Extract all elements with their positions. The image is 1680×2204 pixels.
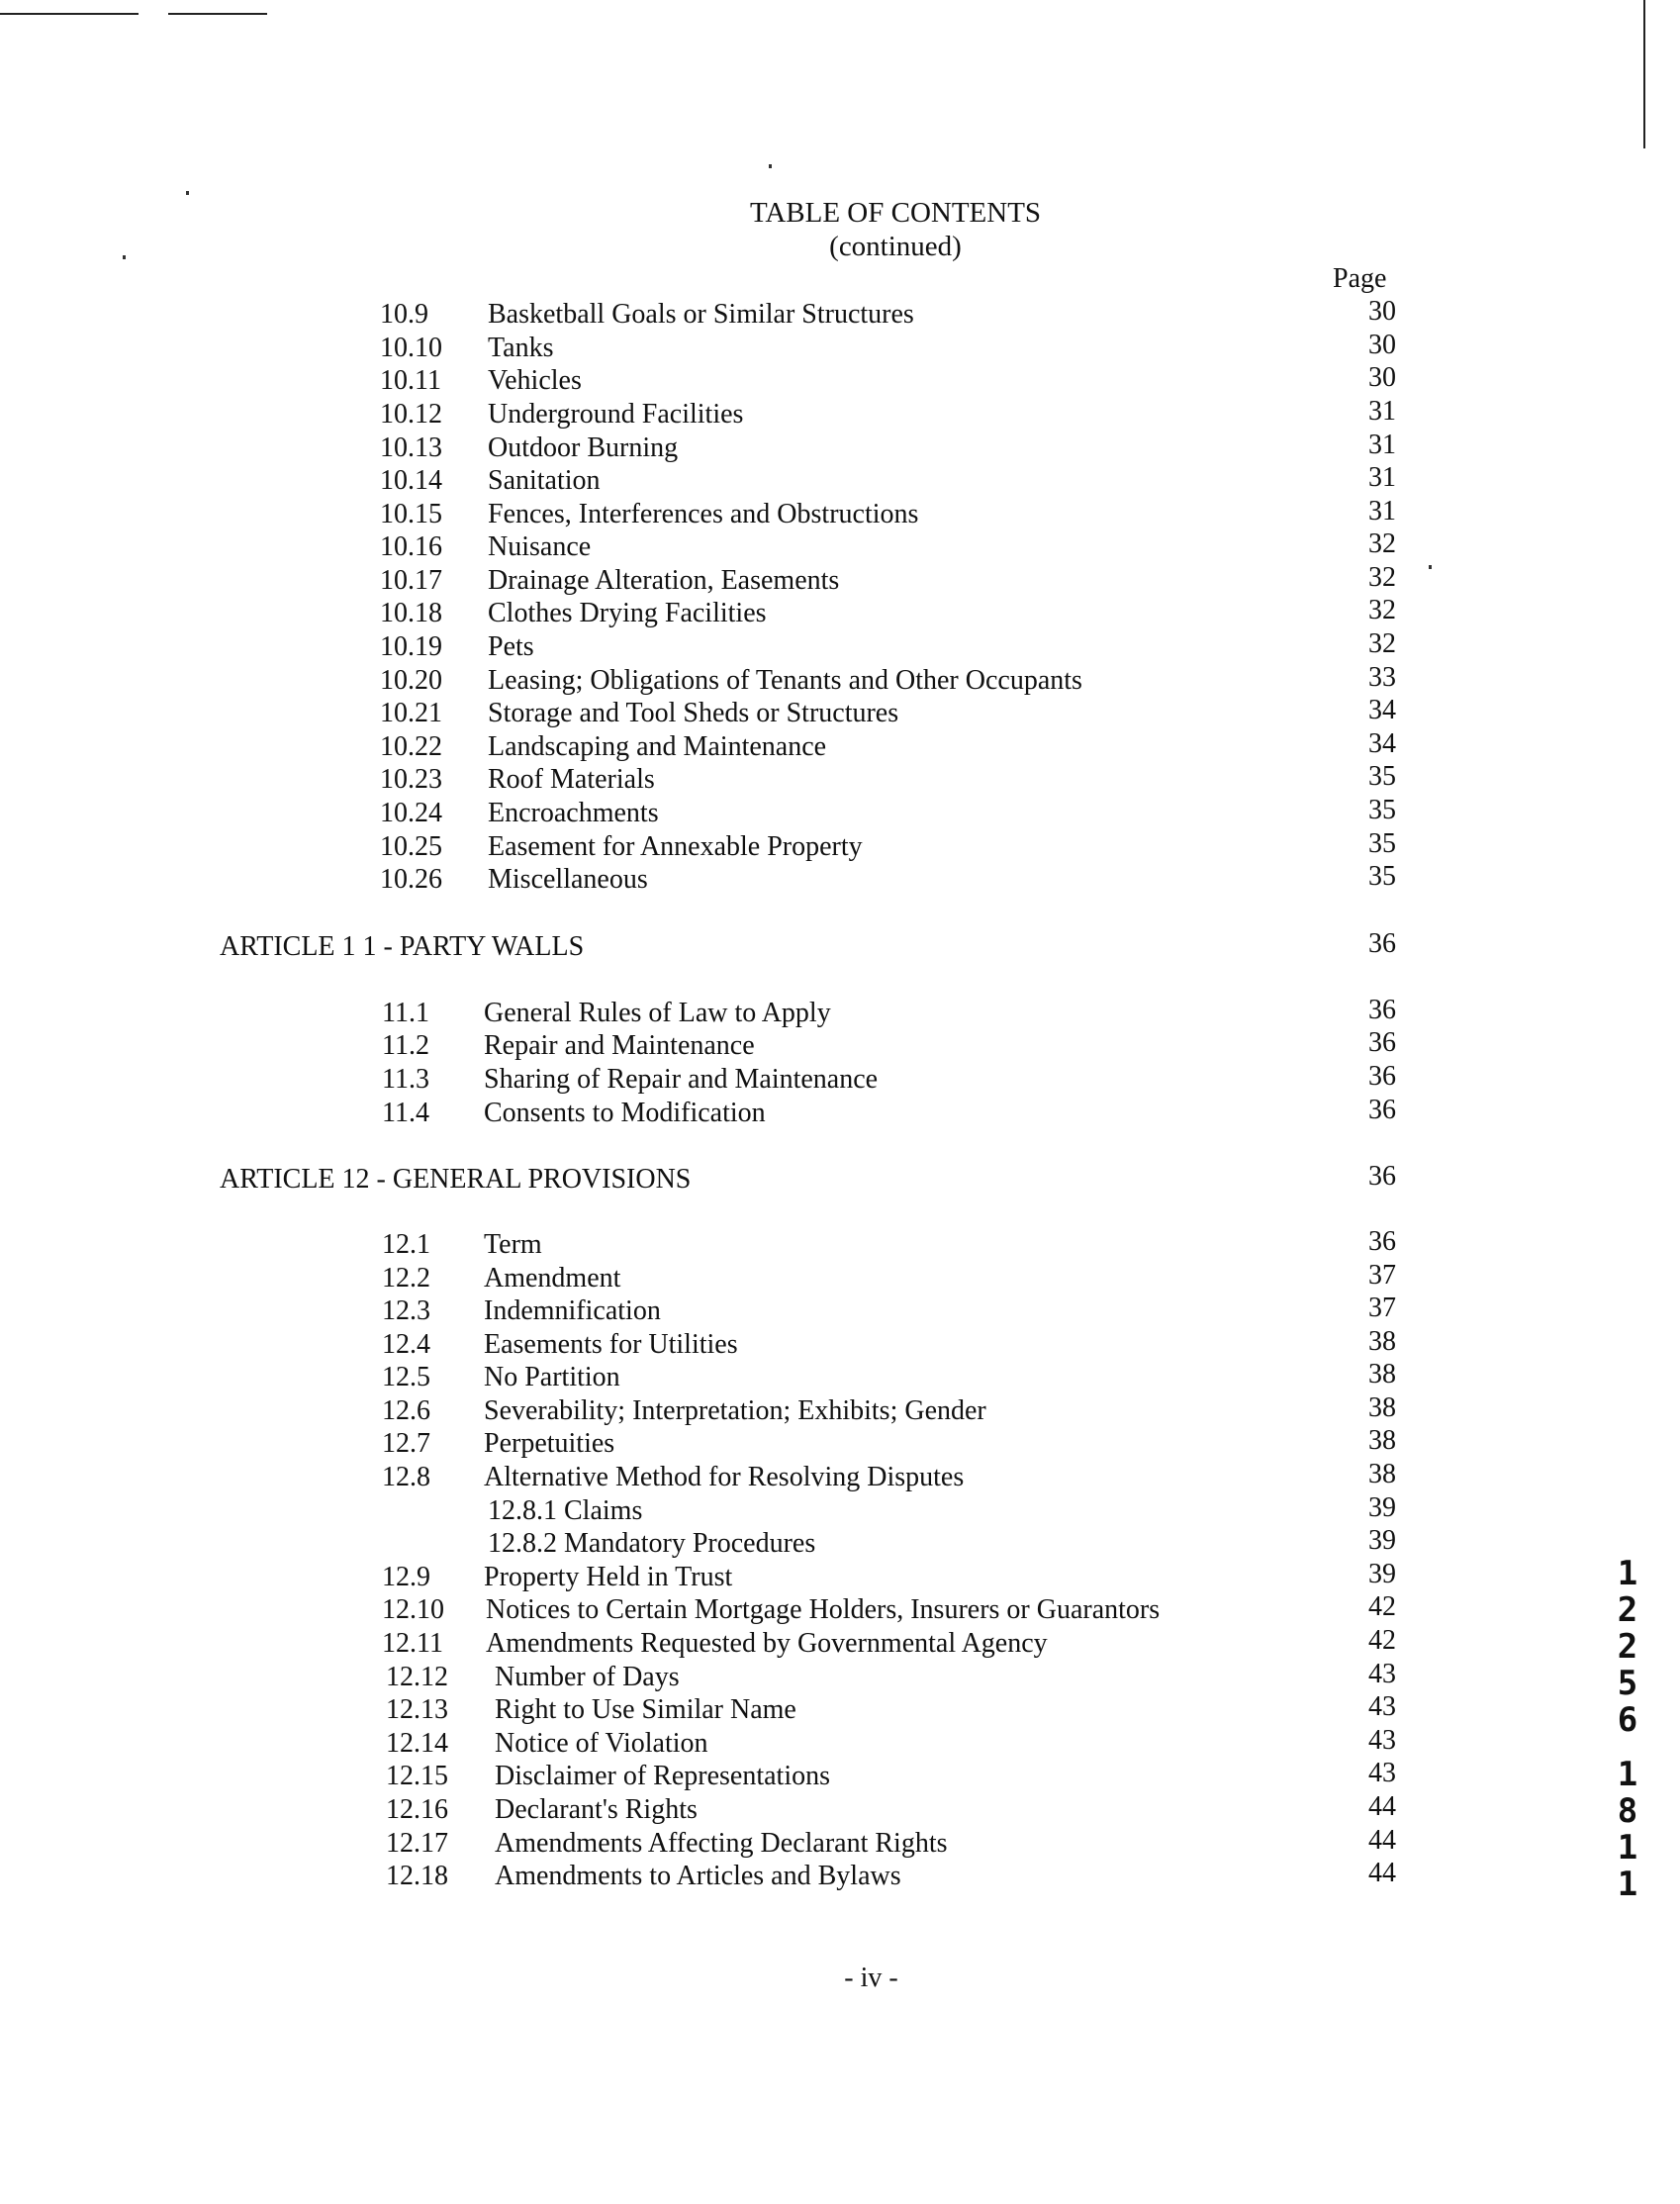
entry-title: Underground Facilities <box>488 399 744 430</box>
page-number: - iv - <box>844 1963 898 1993</box>
entry-title: Basketball Goals or Similar Structures <box>488 299 914 330</box>
entry-title: Clothes Drying Facilities <box>488 598 767 628</box>
entry-number: 10.15 <box>380 499 442 529</box>
stamp-digit: 1 <box>1617 1828 1638 1868</box>
entry-page: 38 <box>1368 1359 1396 1389</box>
entry-page: 32 <box>1368 628 1396 659</box>
toc-subtitle: (continued) <box>829 231 962 262</box>
entry-page: 34 <box>1368 695 1396 725</box>
entry-page: 31 <box>1368 496 1396 527</box>
entry-title: Miscellaneous <box>488 864 648 895</box>
entry-title: Amendments to Articles and Bylaws <box>495 1861 901 1891</box>
entry-number: 10.14 <box>380 465 442 496</box>
entry-number: 12.15 <box>386 1761 448 1791</box>
entry-title: Right to Use Similar Name <box>495 1694 796 1725</box>
entry-page: 33 <box>1368 662 1396 693</box>
entry-number: 10.19 <box>380 631 442 662</box>
entry-title: No Partition <box>484 1362 620 1392</box>
entry-title: Amendments Requested by Governmental Agency <box>486 1628 1048 1659</box>
entry-title: Notices to Certain Mortgage Holders, Insurers or Guarantors <box>486 1594 1161 1625</box>
entry-title: Leasing; Obligations of Tenants and Other Occupants <box>488 665 1082 696</box>
entry-number: 10.21 <box>380 698 442 728</box>
stamp-digit: 8 <box>1617 1791 1638 1831</box>
article-11-heading: ARTICLE 1 1 - PARTY WALLS <box>220 931 585 962</box>
entry-page: 44 <box>1368 1791 1396 1822</box>
entry-number: 12.10 <box>382 1594 444 1625</box>
entry-number: 10.9 <box>380 299 428 330</box>
entry-page: 38 <box>1368 1425 1396 1456</box>
entry-page: 35 <box>1368 828 1396 859</box>
stamp-digit: 1 <box>1617 1755 1638 1794</box>
entry-number: 10.25 <box>380 831 442 862</box>
entry-number: 10.12 <box>380 399 442 430</box>
entry-page: 42 <box>1368 1625 1396 1656</box>
entry-title: Declarant's Rights <box>495 1794 698 1825</box>
entry-number: 12.16 <box>386 1794 448 1825</box>
entry-number: 12.1 <box>382 1229 430 1260</box>
page-column-label: Page <box>1333 263 1387 294</box>
entry-number: 10.16 <box>380 531 442 562</box>
entry-title: Perpetuities <box>484 1428 615 1459</box>
entry-title: Disclaimer of Representations <box>495 1761 831 1791</box>
scan-line <box>168 13 267 15</box>
entry-number: 12.17 <box>386 1828 448 1859</box>
entry-title: Roof Materials <box>488 764 655 795</box>
article-12-page: 36 <box>1368 1161 1396 1192</box>
entry-page: 36 <box>1368 1095 1396 1125</box>
stamp-digit: 6 <box>1617 1700 1638 1740</box>
entry-page: 38 <box>1368 1326 1396 1357</box>
entry-page: 44 <box>1368 1825 1396 1856</box>
entry-number: 11.1 <box>382 998 429 1028</box>
entry-title: Encroachments <box>488 798 659 828</box>
entry-number: 10.13 <box>380 432 442 463</box>
entry-number: 12.7 <box>382 1428 430 1459</box>
stamp-digit: 1 <box>1617 1865 1638 1904</box>
entry-page: 39 <box>1368 1492 1396 1523</box>
entry-page: 43 <box>1368 1691 1396 1722</box>
toc-title: TABLE OF CONTENTS <box>749 197 1042 229</box>
entry-number: 12.2 <box>382 1263 430 1294</box>
article-11-page: 36 <box>1368 928 1396 959</box>
entry-title: Amendments Affecting Declarant Rights <box>495 1828 948 1859</box>
entry-number: 12.8 <box>382 1462 430 1492</box>
entry-page: 31 <box>1368 396 1396 427</box>
entry-page: 35 <box>1368 761 1396 792</box>
entry-page: 43 <box>1368 1659 1396 1689</box>
entry-number: 12.4 <box>382 1329 430 1360</box>
entry-title: General Rules of Law to Apply <box>484 998 831 1028</box>
entry-number: 10.23 <box>380 764 442 795</box>
stamp-digit: 1 <box>1617 1554 1638 1593</box>
scan-speck <box>1429 565 1432 569</box>
entry-page: 30 <box>1368 330 1396 360</box>
entry-number: 10.10 <box>380 333 442 363</box>
entry-title: Property Held in Trust <box>484 1562 733 1592</box>
entry-page: 36 <box>1368 1027 1396 1058</box>
entry-number: 12.12 <box>386 1662 448 1692</box>
scan-speck <box>186 191 189 195</box>
entry-page: 34 <box>1368 728 1396 759</box>
scan-line <box>0 13 139 15</box>
entry-title: Indemnification <box>484 1295 661 1326</box>
entry-number: 10.22 <box>380 731 442 762</box>
entry-number: 10.24 <box>380 798 442 828</box>
entry-page: 43 <box>1368 1725 1396 1756</box>
entry-page: 37 <box>1368 1260 1396 1291</box>
entry-title: Term <box>484 1229 542 1260</box>
entry-number: 12.9 <box>382 1562 430 1592</box>
entry-page: 32 <box>1368 562 1396 593</box>
entry-title: Easements for Utilities <box>484 1329 738 1360</box>
side-stamp-group-2 <box>1613 1757 1642 1903</box>
entry-page: 38 <box>1368 1459 1396 1489</box>
entry-number: 11.2 <box>382 1030 429 1061</box>
stamp-digit: 2 <box>1617 1627 1638 1667</box>
entry-title: Severability; Interpretation; Exhibits; Gender <box>484 1395 986 1426</box>
entry-page: 39 <box>1368 1525 1396 1556</box>
entry-title: Pets <box>488 631 534 662</box>
entry-number: 10.18 <box>380 598 442 628</box>
entry-title: Alternative Method for Resolving Disputes <box>484 1462 965 1492</box>
side-stamp-group-1 <box>1613 1556 1642 1739</box>
entry-number: 11.4 <box>382 1098 429 1128</box>
stamp-digit: 2 <box>1617 1590 1638 1630</box>
entry-page: 35 <box>1368 795 1396 825</box>
entry-number: 12.11 <box>382 1628 443 1659</box>
entry-title: Amendment <box>484 1263 621 1294</box>
entry-page: 37 <box>1368 1293 1396 1323</box>
entry-number: 12.3 <box>382 1295 430 1326</box>
entry-page: 42 <box>1368 1591 1396 1622</box>
scan-speck <box>769 164 772 168</box>
entry-page: 36 <box>1368 1226 1396 1257</box>
entry-page: 39 <box>1368 1559 1396 1589</box>
entry-title: Storage and Tool Sheds or Structures <box>488 698 899 728</box>
article-12-heading: ARTICLE 12 - GENERAL PROVISIONS <box>220 1164 692 1195</box>
entry-page: 44 <box>1368 1858 1396 1888</box>
entry-number: 12.14 <box>386 1728 448 1759</box>
entry-number: 12.5 <box>382 1362 430 1392</box>
entry-title: Number of Days <box>495 1662 680 1692</box>
entry-number: 10.17 <box>380 565 442 596</box>
entry-page: 35 <box>1368 861 1396 892</box>
entry-title: Outdoor Burning <box>488 432 679 463</box>
entry-number: 10.20 <box>380 665 442 696</box>
entry-number: 12.13 <box>386 1694 448 1725</box>
entry-page: 30 <box>1368 362 1396 393</box>
entry-title: Nuisance <box>488 531 592 562</box>
entry-page: 32 <box>1368 528 1396 559</box>
entry-title: 12.8.1 Claims <box>488 1495 643 1526</box>
stamp-digit: 5 <box>1617 1664 1638 1703</box>
entry-page: 36 <box>1368 995 1396 1025</box>
entry-page: 43 <box>1368 1758 1396 1788</box>
entry-page: 31 <box>1368 430 1396 460</box>
entry-number: 12.6 <box>382 1395 430 1426</box>
entry-title: Vehicles <box>488 365 582 396</box>
entry-number: 10.26 <box>380 864 442 895</box>
entry-number: 10.11 <box>380 365 441 396</box>
entry-title: Sanitation <box>488 465 601 496</box>
entry-number: 11.3 <box>382 1064 429 1095</box>
entry-title: Drainage Alteration, Easements <box>488 565 840 596</box>
entry-title: Easement for Annexable Property <box>488 831 863 862</box>
entry-title: Fences, Interferences and Obstructions <box>488 499 919 529</box>
entry-page: 32 <box>1368 595 1396 625</box>
scan-edge <box>1643 0 1645 148</box>
entry-page: 38 <box>1368 1392 1396 1423</box>
entry-title: Consents to Modification <box>484 1098 766 1128</box>
entry-number: 12.18 <box>386 1861 448 1891</box>
entry-page: 36 <box>1368 1061 1396 1092</box>
entry-title: Tanks <box>488 333 554 363</box>
entry-title: Sharing of Repair and Maintenance <box>484 1064 879 1095</box>
entry-page: 31 <box>1368 462 1396 493</box>
entry-title: Landscaping and Maintenance <box>488 731 827 762</box>
entry-title: 12.8.2 Mandatory Procedures <box>488 1528 816 1559</box>
entry-title: Notice of Violation <box>495 1728 708 1759</box>
entry-page: 30 <box>1368 296 1396 327</box>
entry-title: Repair and Maintenance <box>484 1030 755 1061</box>
